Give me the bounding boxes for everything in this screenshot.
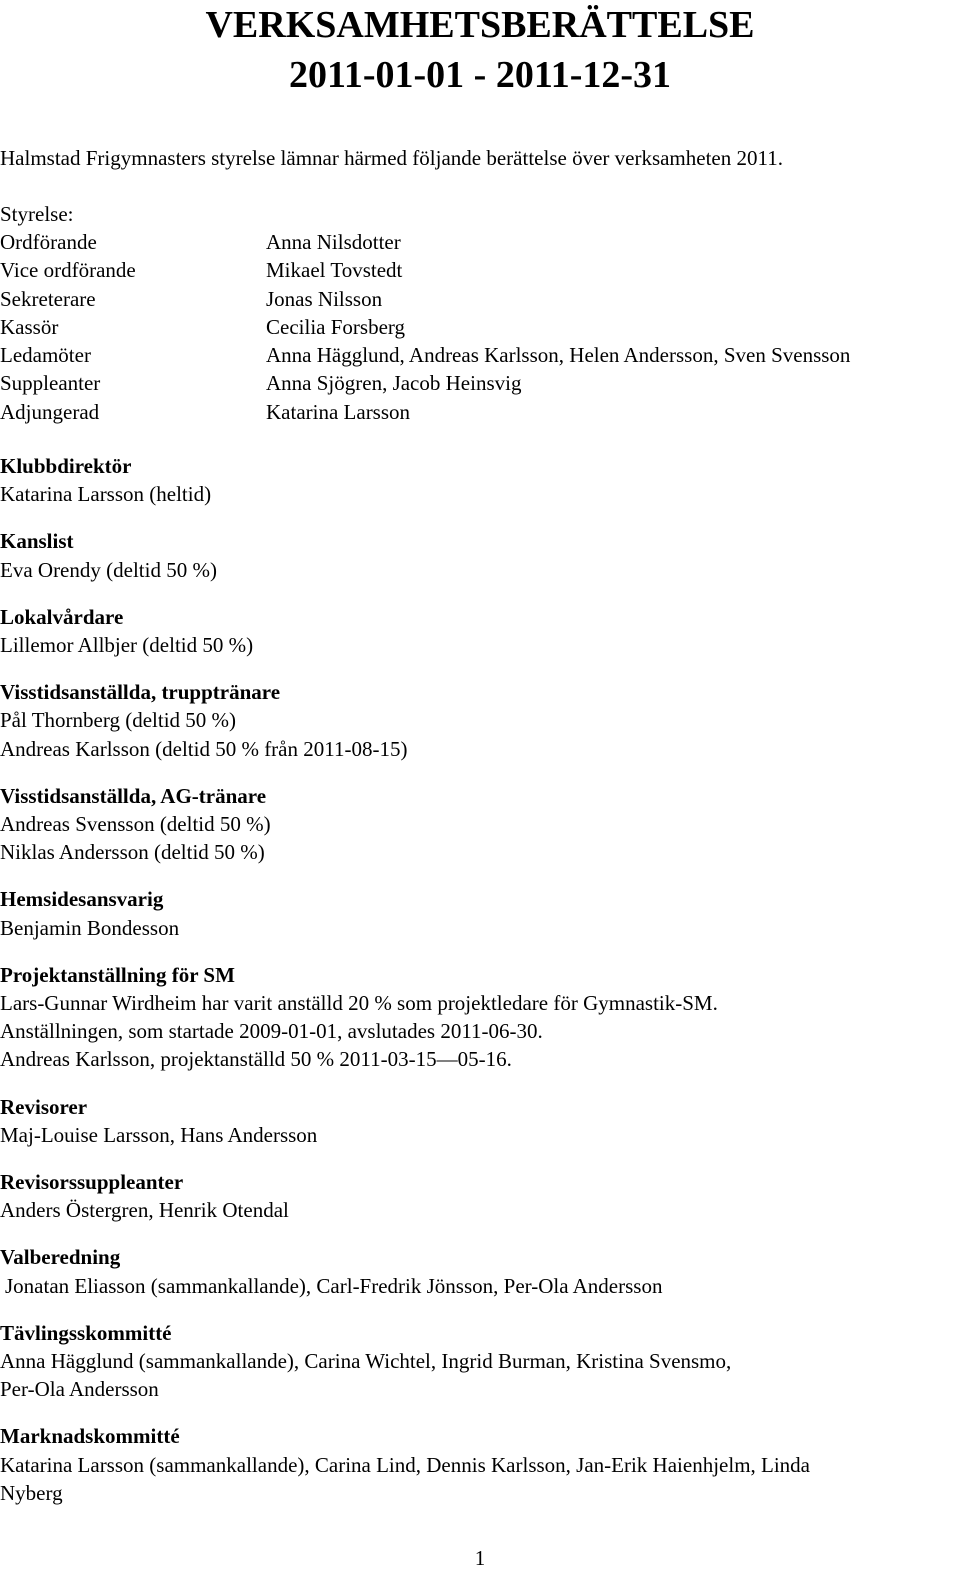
document-title: VERKSAMHETSBERÄTTELSE <box>205 4 755 46</box>
section-line: Katarina Larsson (sammankallande), Carina Lind, Dennis Karlsson, Jan-Erik Haienhjelm, Linda <box>0 1452 811 1477</box>
section-title: Visstidsanställda, AG-tränare <box>0 783 267 808</box>
board-role: Suppleanter <box>0 371 101 396</box>
section-line: Jonatan Eliasson (sammankallande), Carl-Fredrik Jönsson, Per-Ola Andersson <box>5 1273 663 1298</box>
board-row <box>0 398 960 426</box>
staff-sections <box>0 452 958 1526</box>
section-line: Per-Ola Andersson <box>0 1377 159 1402</box>
section-line: Lars-Gunnar Wirdheim har varit anställd 20 % som projektledare för Gymnastik-SM. <box>0 991 718 1016</box>
board-members: Anna Nilsdotter <box>266 230 401 254</box>
section-trupptranare <box>0 678 958 763</box>
board-row <box>0 228 960 256</box>
intro-text: Halmstad Frigymnasters styrelse lämnar härmed följande berättelse över verksamheten 2011. <box>0 146 783 170</box>
section-klubbdirektor <box>0 452 958 508</box>
section-title: Klubbdirektör <box>0 454 132 478</box>
section-kanslist <box>0 527 958 583</box>
board-role: Vice ordförande <box>0 258 136 283</box>
section-line: Anna Hägglund (sammankallande), Carina Wichtel, Ingrid Burman, Kristina Svensmo, <box>0 1349 732 1374</box>
board-heading: Styrelse: <box>0 202 74 226</box>
board-row <box>0 369 960 397</box>
section-revisorer <box>0 1093 958 1149</box>
section-revisorssuppleanter <box>0 1168 958 1224</box>
section-line: Andreas Svensson (deltid 50 %) <box>0 812 271 837</box>
section-tavlingskommitte <box>0 1319 958 1404</box>
section-line: Eva Orendy (deltid 50 %) <box>0 557 217 582</box>
board-row <box>0 341 960 369</box>
board-row <box>0 313 960 341</box>
board-role: Kassör <box>0 314 59 339</box>
section-valberedning <box>0 1243 958 1299</box>
section-line: Anders Östergren, Henrik Otendal <box>0 1198 289 1223</box>
board-members: Anna Hägglund, Andreas Karlsson, Helen Andersson, Sven Svensson <box>266 343 851 368</box>
board-role: Ordförande <box>0 230 97 254</box>
section-line: Katarina Larsson (heltid) <box>0 482 212 507</box>
section-line: Niklas Andersson (deltid 50 %) <box>0 840 265 865</box>
board-section <box>0 200 960 426</box>
section-line: Lillemor Allbjer (deltid 50 %) <box>0 633 254 658</box>
section-line: Benjamin Bondesson <box>0 915 180 940</box>
section-ag-tranare <box>0 782 958 867</box>
section-title: Lokalvårdare <box>0 604 124 629</box>
section-line: Andreas Karlsson (deltid 50 % från 2011-08-15) <box>0 736 408 761</box>
section-line: Andreas Karlsson, projektanställd 50 % 2011-03-15—05-16. <box>0 1047 512 1072</box>
section-line: Nyberg <box>0 1480 63 1505</box>
board-row <box>0 285 960 313</box>
board-members: Jonas Nilsson <box>266 286 383 311</box>
board-role: Ledamöter <box>0 343 91 368</box>
section-line: Pål Thornberg (deltid 50 %) <box>0 708 237 733</box>
section-title: Revisorer <box>0 1094 88 1119</box>
page-number: 1 <box>474 1546 486 1570</box>
board-role: Adjungerad <box>0 399 100 424</box>
section-lokalvardare <box>0 603 958 659</box>
section-title: Revisorssuppleanter <box>0 1170 184 1195</box>
section-title: Kanslist <box>0 529 74 554</box>
section-line: Anställningen, som startade 2009-01-01, avslutades 2011-06-30. <box>0 1019 543 1044</box>
section-title: Marknadskommitté <box>0 1424 180 1449</box>
section-line: Maj-Louise Larsson, Hans Andersson <box>0 1122 318 1147</box>
section-title: Valberedning <box>0 1245 121 1270</box>
section-hemsidesansvarig <box>0 885 958 941</box>
board-row <box>0 256 960 284</box>
section-title: Hemsidesansvarig <box>0 887 164 912</box>
board-members: Mikael Tovstedt <box>266 258 403 283</box>
section-marknadskommitte <box>0 1422 958 1507</box>
board-members: Cecilia Forsberg <box>266 314 406 339</box>
document-period: 2011-01-01 - 2011-12-31 <box>288 54 672 96</box>
section-title: Visstidsanställda, trupptränare <box>0 680 281 705</box>
board-members: Anna Sjögren, Jacob Heinsvig <box>266 371 522 396</box>
board-role: Sekreterare <box>0 286 96 311</box>
board-members: Katarina Larsson <box>266 399 411 424</box>
section-title: Projektanställning för SM <box>0 962 235 987</box>
section-title: Tävlingsskommitté <box>0 1320 172 1345</box>
section-projektanstallning <box>0 961 958 1074</box>
